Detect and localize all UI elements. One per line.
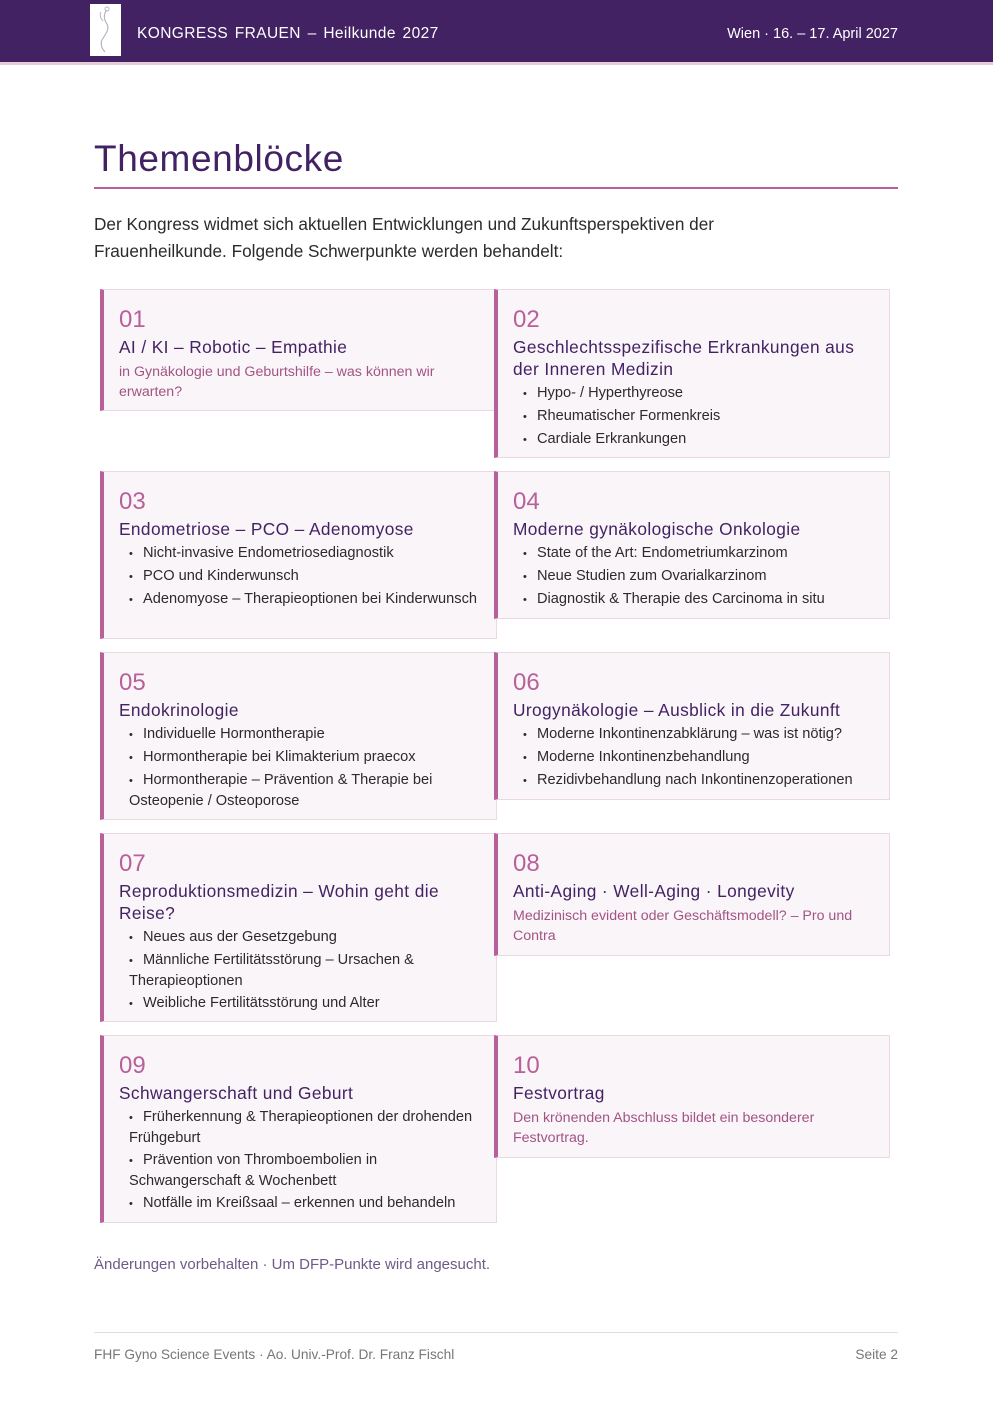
topic-block-05 [100, 652, 497, 820]
bullet-icon: • [523, 570, 527, 583]
topic-item-text: Cardiale Erkrankungen [537, 430, 687, 447]
block-subtitle: Den krönenden Abschluss bildet ein besonderer Festvortrag. [513, 1110, 815, 1146]
topic-block-01 [100, 289, 497, 411]
topic-block-04 [494, 471, 890, 619]
topic-item [129, 993, 480, 1014]
bullet-icon: • [523, 751, 527, 764]
block-title: Festvortrag [513, 1083, 605, 1103]
bullet-icon: • [129, 593, 133, 606]
page-header [0, 0, 993, 65]
topic-item [129, 927, 480, 948]
topic-item-text: Hormontherapie bei Klimakterium praecox [143, 748, 416, 765]
topic-block-03 [100, 471, 497, 639]
block-title: Endometriose – PCO – Adenomyose [119, 519, 414, 539]
page-number: Seite 2 [855, 1347, 898, 1362]
bullet-icon: • [129, 997, 133, 1010]
topic-item [129, 589, 480, 610]
page-title: Themenblöcke [94, 138, 344, 179]
topic-item [523, 383, 873, 404]
topic-item [523, 406, 873, 427]
block-title: Geschlechtsspezifische Erkrankungen aus der Inneren Medizin [513, 337, 855, 379]
topic-item-text: Männliche Fertilitätsstörung – Ursachen & Therapieoptionen [129, 951, 414, 989]
block-title: AI / KI – Robotic – Empathie [119, 337, 348, 357]
topic-item-text: Hypo- / Hyperthyreose [537, 385, 683, 401]
disclaimer-note: Änderungen vorbehalten · Um DFP-Punkte wird angesucht. [94, 1256, 491, 1273]
topic-item [523, 543, 873, 564]
topic-block-06 [494, 652, 890, 800]
topic-item [129, 1193, 480, 1214]
figure-logo-icon [90, 4, 121, 56]
title-divider [94, 187, 898, 189]
topic-item-text: State of the Art: Endometriumkarzinom [537, 545, 788, 561]
bullet-icon: • [523, 410, 527, 423]
block-topic-list [119, 543, 480, 610]
bullet-icon: • [523, 548, 527, 560]
topic-block-07 [100, 833, 497, 1022]
block-title: Schwangerschaft und Geburt [119, 1083, 354, 1103]
block-title: Endokrinologie [119, 700, 239, 720]
block-number: 10 [513, 1052, 540, 1079]
topic-item-text: Diagnostik & Therapie des Carcinoma in situ [537, 590, 825, 607]
topic-item [129, 1150, 480, 1191]
block-topic-list [119, 724, 480, 811]
congress-title: KONGRESS FRAUEN – Heilkunde 2027 [137, 25, 439, 42]
block-number: 01 [119, 306, 146, 333]
topic-item-text: Moderne Inkontinenzbehandlung [537, 748, 750, 765]
topic-item [523, 566, 873, 587]
block-number: 08 [513, 850, 540, 877]
topic-item-text: Weibliche Fertilitätsstörung und Alter [143, 994, 380, 1011]
bullet-icon: • [129, 932, 133, 944]
topic-item [129, 950, 480, 991]
bullet-icon: • [129, 729, 133, 741]
topic-item-text: Rezidivbehandlung nach Inkontinenzoperationen [537, 771, 853, 788]
bullet-icon: • [129, 1197, 133, 1210]
topic-item [523, 724, 873, 745]
topic-item-text: Notfälle im Kreißsaal – erkennen und behandeln [143, 1194, 456, 1211]
congress-logo [90, 4, 121, 56]
block-subtitle: in Gynäkologie und Geburtshilfe – was können wir erwarten? [119, 364, 435, 400]
bullet-icon: • [129, 954, 133, 967]
topic-item [523, 429, 873, 450]
bullet-icon: • [523, 593, 527, 606]
topic-item-text: Rheumatischer Formenkreis [537, 407, 721, 424]
bullet-icon: • [523, 729, 527, 741]
block-topic-list [513, 383, 873, 450]
bullet-icon: • [129, 1154, 133, 1167]
block-number: 02 [513, 306, 540, 333]
topic-block-08 [494, 833, 890, 956]
topic-item [129, 747, 480, 768]
block-subtitle: Medizinisch evident oder Geschäftsmodell? – Pro und Contra [513, 908, 853, 944]
bullet-icon: • [129, 1112, 133, 1124]
block-title: Anti-Aging · Well-Aging · Longevity [513, 881, 795, 901]
topic-item-text: Neue Studien zum Ovarialkarzinom [537, 567, 767, 584]
bullet-icon: • [129, 774, 133, 787]
topic-item [129, 724, 480, 745]
block-number: 04 [513, 488, 540, 515]
topic-item-text: Individuelle Hormontherapie [143, 726, 325, 742]
topic-item [129, 1107, 480, 1148]
intro-text: Der Kongress widmet sich aktuellen Entwicklungen und Zukunftsperspektiven der Frauenheilkunde. Folgende Schwerpunkte werden behandelt: [94, 214, 715, 261]
block-topic-list [513, 543, 873, 610]
topic-item [523, 770, 873, 791]
topic-item [129, 770, 480, 811]
block-number: 03 [119, 488, 146, 515]
block-number: 06 [513, 669, 540, 696]
block-topic-list [513, 724, 873, 791]
topic-item [129, 566, 480, 587]
block-number: 07 [119, 850, 146, 877]
topic-item [129, 543, 480, 564]
footer-divider [94, 1332, 898, 1333]
bullet-icon: • [129, 570, 133, 583]
topic-item-text: Moderne Inkontinenzabklärung – was ist nötig? [537, 726, 843, 742]
bullet-icon: • [129, 548, 133, 560]
block-topic-list [119, 927, 480, 1014]
topic-item [523, 589, 873, 610]
topic-item-text: PCO und Kinderwunsch [143, 567, 299, 584]
block-number: 09 [119, 1052, 146, 1079]
block-title: Reproduktionsmedizin – Wohin geht die Reise? [119, 881, 439, 923]
footer-organizer: FHF Gyno Science Events · Ao. Univ.-Prof. Dr. Franz Fischl [94, 1347, 455, 1362]
congress-date: Wien · 16. – 17. April 2027 [727, 26, 898, 42]
topic-item [523, 747, 873, 768]
topic-item-text: Früherkennung & Therapieoptionen der drohenden Frühgeburt [129, 1109, 473, 1146]
bullet-icon: • [523, 774, 527, 787]
block-title: Moderne gynäkologische Onkologie [513, 519, 801, 539]
topic-block-02 [494, 289, 890, 458]
topic-block-10 [494, 1035, 890, 1158]
block-title: Urogynäkologie – Ausblick in die Zukunft [513, 700, 841, 720]
topic-item-text: Hormontherapie – Prävention & Therapie bei Osteopenie / Osteoporose [129, 771, 433, 809]
topic-item-text: Neues aus der Gesetzgebung [143, 929, 337, 945]
bullet-icon: • [523, 388, 527, 400]
topic-item-text: Adenomyose – Therapieoptionen bei Kinderwunsch [143, 590, 477, 607]
bullet-icon: • [523, 433, 527, 446]
topic-item-text: Prävention von Thromboembolien in Schwangerschaft & Wochenbett [129, 1151, 378, 1189]
bullet-icon: • [129, 751, 133, 764]
block-number: 05 [119, 669, 146, 696]
topic-item-text: Nicht-invasive Endometriosediagnostik [143, 545, 394, 561]
topic-block-09 [100, 1035, 497, 1223]
block-topic-list [119, 1107, 480, 1214]
